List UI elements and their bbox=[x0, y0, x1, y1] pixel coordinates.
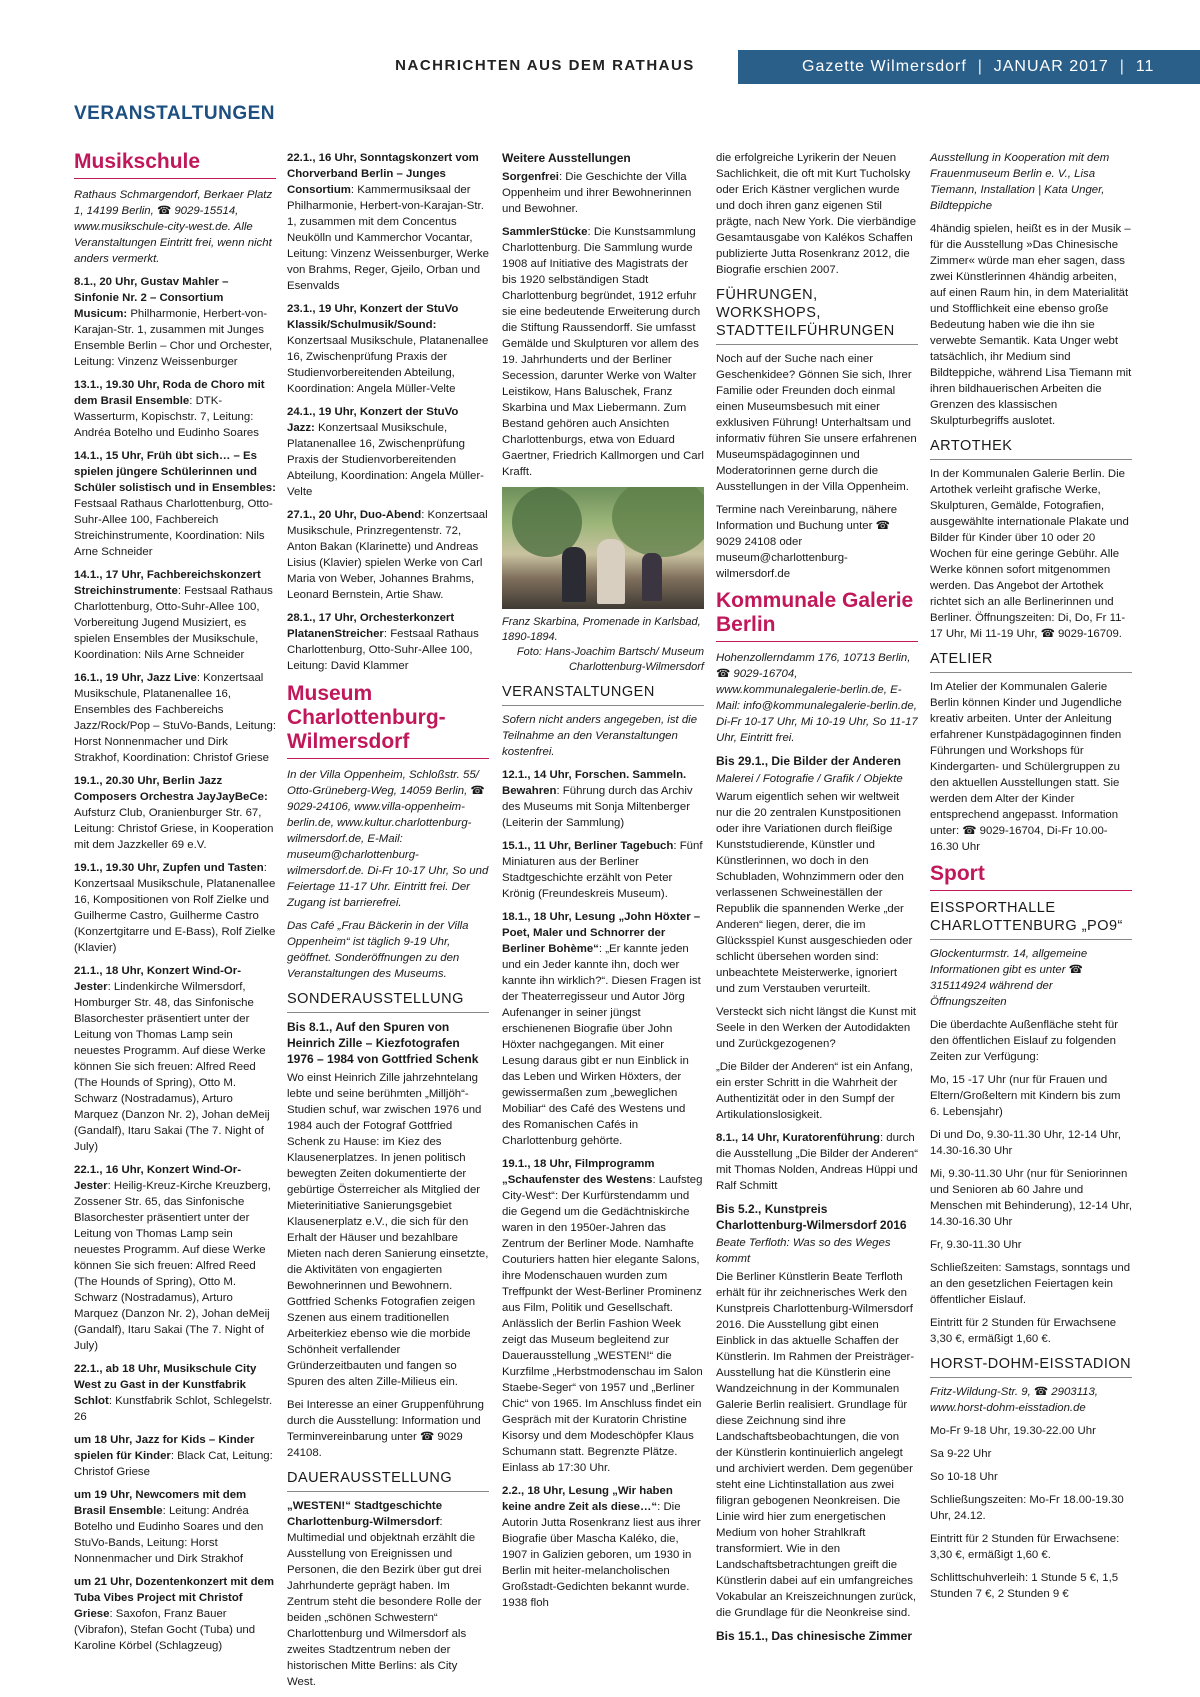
list-item bbox=[502, 224, 704, 480]
exhibition-title: Bis 5.2., Kunstpreis Charlottenburg-Wilmersdorf 2016 bbox=[716, 1202, 907, 1232]
list-item: Eintritt für 2 Stunden für Erwachsene: 3,30 €, ermäßigt 1,60 €. bbox=[930, 1533, 1120, 1561]
artothek-body: In der Kommunalen Galerie Berlin. Die Artothek verleiht grafische Werke, Skulpturen, Gemälde, Fotografien, ausgewählte internationale Plakate und Bilder für Kinder über 10 oder 20 Wochen für eine geringe Gebühr. Alle Werke können sofort mitgenommen werden. Das Angebot der Artothek richtet sich an alle Berlinerinnen und Berliner. Öffnungszeiten: Di, Do, Fr 11-17 Uhr, Mi 11-19 Uhr, bbox=[930, 468, 1129, 640]
list-item bbox=[74, 448, 276, 560]
header-bar bbox=[738, 50, 1200, 84]
group-tour-note bbox=[287, 1397, 489, 1461]
header-section: NACHRICHTEN AUS DEM RATHAUS bbox=[395, 57, 695, 74]
list-item bbox=[74, 860, 276, 956]
item-text: : Leitung: Andréa Botelho und Eudinho Soares und den StuVo-Bands, Leitung: Horst Nonnenmacher und Dirk Strakhof bbox=[74, 1505, 264, 1565]
intro-text: , www.kommunalegalerie-berlin.de, E-Mail: info@kommunalegalerie-berlin.de, Di-Fr 10-17 Uhr, Mi 10-19 Uhr, So 11-17 Uhr, Eintritt frei. bbox=[716, 668, 918, 744]
continued-text: die erfolgreiche Lyrikerin der Neuen Sachlichkeit, die oft mit Kurt Tucholsky oder Erich Kästner verglichen wurde und doch ihren ganz eigenen Stil prägte, nach New York. Die vierbändige Gesamtausgabe von Kalékos Schaffen publizierte Jutta Rosenkranz 2012, die Biografie erschien 2007. bbox=[716, 152, 917, 276]
item-text: : Festsaal Rathaus Charlottenburg, Otto-Suhr-Allee 100, Leitung: David Klammer bbox=[287, 628, 479, 672]
item-head: 24.1., 19 Uhr, Konzert der StuVo Jazz: bbox=[287, 406, 459, 434]
list-item: Mo-Fr 9-18 Uhr, 19.30-22.00 Uhr bbox=[930, 1425, 1096, 1437]
phone-icon: ☎ bbox=[1033, 1386, 1049, 1398]
item-text: : Kammermusiksaal der Philharmonie, Herbert-von-Karajan-Str. 1, zusammen mit dem Concentus Neukölln und Kammerchor Vocantar, Leitung: Vinzenz Weissenburger, Werke von Brahms, Reger, Gjeilo, Orban und Esenvalds bbox=[287, 184, 489, 292]
item-head: 12.1., 14 Uhr, Forschen. Sammeln. Bewahren bbox=[502, 769, 687, 797]
item-text: : Black Cat, Leitung: Christof Griese bbox=[74, 1450, 273, 1478]
item-text: : Kunstfabrik Schlot, Schlegelstr. 26 bbox=[74, 1395, 273, 1423]
group-text: Bei Interesse an einer Gruppenführung durch die Ausstellung: Information und Terminvereinbarung unter bbox=[287, 1399, 484, 1443]
item-head: Sorgenfrei bbox=[502, 171, 559, 183]
exhibition-text: 4händig spielen, heißt es in der Musik – für die Ausstellung »Das Chinesische Zimmer« würde man eher sagen, dass zwei Künstlerinnen 4händig arbeiten, auf einen Raum hin, in dem Materialität und Stofflichkeit eine ebenso große Bedeutung haben wie die ihn sie verwebte Semantik. Kata Unger webt tatsächlich, ihr Medium sind Bildteppiche, während Lisa Tiemann mit ihren bildhauerischen Arbeiten die Grenzen des klassischen Skulpturbegriffs auslotet. bbox=[930, 223, 1132, 427]
venue-title-museum: Museum Charlottenburg-Wilmersdorf bbox=[287, 682, 489, 759]
opening-hours-list bbox=[930, 1423, 1132, 1602]
phone-icon: ☎ bbox=[875, 520, 890, 532]
header-publication-line bbox=[802, 50, 1154, 84]
exhibition-subtitle: Beate Terfloth: Was so des Weges kommt bbox=[716, 1237, 891, 1265]
item-text: Konzertsaal Musikschule, Platanenallee 16, Zwischenprüfung Praxis der Studienvorbereitenden Abteilung, Koordination: Angela Müller-Velte bbox=[287, 335, 489, 395]
exhibition-text bbox=[716, 1130, 918, 1194]
dauer-head: „WESTEN!“ Stadtgeschichte Charlottenburg-Wilmersdorf bbox=[287, 1500, 443, 1528]
phone-icon: ☎ bbox=[156, 205, 172, 217]
subheading-dauerausstellung: DAUERAUSSTELLUNG bbox=[287, 1469, 489, 1492]
termine-note bbox=[716, 502, 918, 582]
phone-number: 315114924 bbox=[930, 980, 987, 992]
list-item bbox=[502, 169, 704, 217]
item-head: um 21 Uhr, Dozentenkonzert mit dem Tuba Vibes Project mit Christof Griese bbox=[74, 1576, 275, 1620]
venue-title-galerie: Kommunale Galerie Berlin bbox=[716, 589, 918, 642]
column-3 bbox=[502, 150, 704, 1618]
item-head: 22.1., 16 Uhr, Konzert Wind-Or-Jester bbox=[74, 1164, 241, 1192]
subheading-fuehrungen: FÜHRUNGEN, WORKSHOPS, STADTTEILFÜHRUNGEN bbox=[716, 286, 918, 345]
phone-icon: ☎ bbox=[470, 785, 485, 797]
phone-number: 2903113 bbox=[1051, 1386, 1095, 1398]
venue-title-sport: Sport bbox=[930, 862, 1132, 891]
fuehrung-text: Noch auf der Suche nach einer Geschenkidee? Gönnen Sie sich, Ihrer Familie oder Freunden doch einmal einen Museumsbesuch mit einer exklusiven Führung! Unterhaltsam und informativ führen Sie unsere erfahrenen Museumspädagoginnen und Moderatorinnen gerne durch die Ausstellungen in der Villa Oppenheim. bbox=[716, 353, 917, 493]
list-item bbox=[74, 567, 276, 663]
item-head: 21.1., 18 Uhr, Konzert Wind-Or-Jester bbox=[74, 965, 241, 993]
header-publication: Gazette Wilmersdorf bbox=[802, 58, 967, 75]
list-item bbox=[74, 773, 276, 853]
exhibition-text: Wo einst Heinrich Zille jahrzehntelang lebte und seine berühmten „Milljöh“-Studien schuf, war zwischen 1976 und 1984 auch der Fotograf Gottfried Schenk zu Hause: im Kiez des Klausenerplatzes. In jenen politisch bewegten Zeiten dokumentierte der gebürtige Österreicher als Mitglied der Mieterinitiative Sanierungsgebiet Klausenerplatz e.V., die sich für den Erhalt der Häuser und bezahlbare Mieten nach deren Sanierung einsetzte, die Aktivitäten von engagierten Bewohnerinnen und Bewohnern. Gottfried Schenks Fotografien zeigen Szenen aus einem traditionellen Arbeiterkiez ebenso wie die morbide Schönheit verfallender Gründerzeitbauten und fangen so Spuren des alten Zille-Milieus ein. bbox=[287, 1072, 489, 1388]
list-item bbox=[287, 610, 489, 674]
veranst-intro: Sofern nicht anders angegeben, ist die Teilnahme an den Veranstaltungen kostenfrei. bbox=[502, 714, 698, 758]
atelier-body: Im Atelier der Kommunalen Galerie Berlin können Kinder und Jugendliche kreativ arbeiten. Unter der Anleitung erfahrener Kunstpädagoginnen finden Führungen und Workshops für Kindergarten- und Schülergruppen zu den aktuellen Ausstellungen statt. Sie werden dem Alter der Kinder entsprechend angepasst. Information unter: bbox=[930, 681, 1122, 837]
exhibition-subtitle: Malerei / Fotografie / Grafik / Objekte bbox=[716, 773, 903, 785]
opening-hours-list bbox=[930, 1017, 1132, 1347]
phone-number: 9029-24106 bbox=[287, 801, 348, 813]
exhibition-title: Bis 29.1., Die Bilder der Anderen bbox=[716, 754, 901, 768]
list-item bbox=[74, 1574, 276, 1654]
item-head: 19.1., 18 Uhr, Filmprogramm „Schaufenster des Westens bbox=[502, 1158, 655, 1186]
venue-intro bbox=[930, 1384, 1132, 1416]
phone-icon: ☎ bbox=[1040, 628, 1055, 640]
list-item bbox=[502, 767, 704, 831]
list-item: Schließungszeiten: Mo-Fr 18.00-19.30 Uhr, 24.12. bbox=[930, 1494, 1124, 1522]
column-2 bbox=[287, 150, 489, 1697]
list-item bbox=[287, 301, 489, 397]
item-text: : Konzertsaal Musikschule, Prinzregentenstr. 72, Anton Bakan (Klarinette) und Andreas Lisius (Klavier) spielen Werke von Carl Maria von Weber, Johannes Brahms, Leonard Bernstein, Artie Shaw. bbox=[287, 509, 488, 601]
item-head: 22.1., ab 18 Uhr, Musikschule City West zu Gast in der Kunstfabrik Schlot bbox=[74, 1363, 257, 1407]
painting-image bbox=[502, 487, 704, 609]
item-head: um 18 Uhr, Jazz for Kids – Kinder spielen für Kinder bbox=[74, 1434, 255, 1462]
header-separator: | bbox=[977, 58, 983, 75]
intro-text: Rathaus Schmargendorf, Berkaer Platz 1, 14199 Berlin, bbox=[74, 189, 273, 217]
item-head: 23.1., 19 Uhr, Konzert der StuVo Klassik/Schulmusik/Sound: bbox=[287, 303, 459, 331]
exhibition-text: Warum eigentlich sehen wir weltweit nur die 20 zentralen Kunstpositionen oder ihre Variationen durch fleißige Kunststudierende, Künstler und Künstlerinnen, wo doch in den Schubladen, Wohnzimmern oder den verlassenen Schweineställen der Republik die spannenden Werke „der Anderen“ liegen, derer, die im Glücksspiel Kunst ausgeschieden oder schlicht übersehen worden sind: unbeachtete Meisterwerke, ignoriert und zum Verstauben verurteilt. bbox=[716, 791, 913, 995]
artothek-text bbox=[930, 466, 1132, 642]
phone-icon: ☎ bbox=[962, 825, 977, 837]
list-item bbox=[74, 963, 276, 1155]
intro-text: während der Öffnungszeiten bbox=[930, 980, 1053, 1008]
item-head: 19.1., 19.30 Uhr, Zupfen und Tasten bbox=[74, 862, 264, 874]
venue-intro bbox=[74, 187, 276, 267]
item-text: Philharmonie, Herbert-von-Karajan-Str. 1, zusammen mit Junges Ensemble Berlin – Chor und Orchester, Leitung: Vinzenz Weissenburger bbox=[74, 308, 273, 368]
subheading-horst-dohm: HORST-DOHM-EISSTADION bbox=[930, 1355, 1132, 1378]
list-item: Die überdachte Außenfläche steht für den öffentlichen Eislauf zu folgenden Zeiten zur Verfügung: bbox=[930, 1019, 1119, 1063]
intro-text: , www.musikschule-city-west.de. Alle Veranstaltungen Eintritt frei, wenn nicht anders vermerkt. bbox=[74, 205, 272, 265]
list-item bbox=[502, 909, 704, 1149]
event-list bbox=[287, 150, 489, 674]
item-head: 16.1., 19 Uhr, Jazz Live bbox=[74, 672, 197, 684]
item-head: SammlerStücke bbox=[502, 226, 588, 238]
item-head: 19.1., 20.30 Uhr, Berlin Jazz Composers Orchestra JayJayBeCe: bbox=[74, 775, 268, 803]
list-item: Schlittschuhverleih: 1 Stunde 5 €, 1,5 Stunden 7 €, 2 Stunden 9 € bbox=[930, 1572, 1119, 1600]
item-text: : DTK-Wasserturm, Kopischstr. 7, Leitung: Andréa Botelho und Eudinho Soares bbox=[74, 395, 259, 439]
atelier-text bbox=[930, 679, 1132, 855]
weitere-title: Weitere Ausstellungen bbox=[502, 151, 631, 165]
event-list bbox=[74, 274, 276, 1654]
subheading-eissporthalle: EISSPORTHALLE CHARLOTTENBURG „PO9“ bbox=[930, 899, 1132, 940]
phone-number: 9029 24108. bbox=[287, 1431, 463, 1459]
item-text: : Die Autorin Jutta Rosenkranz liest aus ihrer Biografie über Mascha Kaléko, die, 1907 in Galizien geboren, um 1930 in Berlin mit heiter-melancholischen Großstadt-Gedichten bekannt wurde. 1938 floh bbox=[502, 1501, 701, 1609]
item-text: : Die Geschichte der Villa Oppenheim und ihrer Bewohnerinnen und Bewohner. bbox=[502, 171, 692, 215]
list-item bbox=[287, 404, 489, 500]
list-item bbox=[287, 150, 489, 294]
item-text: Konzertsaal Musikschule, Platanenallee 16, Zwischenprüfung Praxis der Studienvorbereitenden Abteilung, Koordination: Angela Müller-Velte bbox=[287, 422, 484, 498]
exhibition-credit: Ausstellung in Kooperation mit dem Frauenmuseum Berlin e. V., Lisa Tiemann, Installation | Kata Unger, Bildteppiche bbox=[930, 152, 1110, 212]
subheading-atelier: ATELIER bbox=[930, 650, 1132, 673]
intro-text: Fritz-Wildung-Str. 9, bbox=[930, 1386, 1034, 1398]
subheading-veranstaltungen: VERANSTALTUNGEN bbox=[502, 683, 704, 706]
photo-credit: Foto: Hans-Joachim Bartsch/ Museum Charlottenburg-Wilmersdorf bbox=[516, 646, 704, 673]
cafe-note: Das Café „Frau Bäckerin in der Villa Oppenheim“ ist täglich 9-19 Uhr, geöffnet. Sonderöffnungen zu den Veranstaltungen des Museums. bbox=[287, 920, 469, 980]
item-text: Aufsturz Club, Oranienburger Str. 67, Leitung: Christof Griese, in Kooperation mit dem Jazzkeller 69 e.V. bbox=[74, 807, 274, 851]
exhibition-text: Versteckt sich nicht längst die Kunst mit Seele in den Werken der Autodidakten und Zurückgezogenen? bbox=[716, 1006, 917, 1050]
list-item: Schließzeiten: Samstags, sonntags und an den gesetzlichen Feiertagen kein öffentlicher Eislauf. bbox=[930, 1262, 1131, 1306]
item-head: 27.1., 20 Uhr, Duo-Abend bbox=[287, 509, 422, 521]
phone-number: 9029-16704 bbox=[733, 668, 795, 680]
item-head: 15.1., 11 Uhr, Berliner Tagebuch bbox=[502, 840, 674, 852]
list-item: Di und Do, 9.30-11.30 Uhr, 12-14 Uhr, 14.30-16.30 Uhr bbox=[930, 1129, 1122, 1157]
phone-number: 9029-15514 bbox=[174, 205, 236, 217]
item-head: 14.1., 15 Uhr, Früh übt sich… – Es spielen jüngere Schülerinnen und Schüler solistisch und in Ensembles: bbox=[74, 450, 276, 494]
item-head: 13.1., 19.30 Uhr, Roda de Choro mit dem Brasil Ensemble bbox=[74, 379, 265, 407]
list-item bbox=[74, 274, 276, 370]
list-item: Eintritt für 2 Stunden für Erwachsene 3,30 €, ermäßigt 1,60 €. bbox=[930, 1317, 1117, 1345]
list-item bbox=[74, 670, 276, 766]
column-5 bbox=[930, 150, 1132, 1609]
venue-intro bbox=[716, 650, 918, 746]
page-number: 11 bbox=[1135, 58, 1155, 75]
item-text: : „Er kannte jeden und ein Jeder kannte ihn, doch wer kannte ihn wirklich?“. Diesen Fragen ist der Theaterregisseur und Autor Jörg Aufenanger in seiner jüngst erschienenen Biografie über John Höxter nachgegangen. Mit einer Lesung daraus gibt er nun Einblick in das Leben und Wirken Höxters, der gewissermaßen zum „beweglichen Mobiliar“ des Café des Westens und des Romanischen Cafés in Charlottenburg gehörte. bbox=[502, 943, 701, 1147]
list-item bbox=[74, 1432, 276, 1480]
list-item bbox=[74, 1361, 276, 1425]
phone-icon: ☎ bbox=[716, 668, 731, 680]
item-text: : Festsaal Rathaus Charlottenburg, Otto-Suhr-Allee 100, Vorbereitung Jugend Musiziert, es spielen Ensembles der Musikschule, Koordination: Nils Arne Schneider bbox=[74, 585, 273, 661]
list-item: Mi, 9.30-11.30 Uhr (nur für Seniorinnen und Senioren ab 60 Jahre und Menschen mit Behinderung), 12-14 Uhr, 14.30-16.30 Uhr bbox=[930, 1168, 1132, 1228]
exhibition-title: Bis 15.1., Das chinesische Zimmer bbox=[716, 1629, 913, 1643]
list-item bbox=[287, 507, 489, 603]
subheading-sonderausstellung: SONDERAUSSTELLUNG bbox=[287, 990, 489, 1013]
exhibition-title: Bis 8.1., Auf den Spuren von Heinrich Zille – Kiezfotografen 1976 – 1984 von Gottfried Schenk bbox=[287, 1020, 479, 1066]
subheading-artothek: ARTOTHEK bbox=[930, 437, 1132, 460]
dauer-body: : Multimedial und objektnah erzählt die Ausstellung von Ereignissen und Personen, die den Bezirk über gut drei Jahrhunderte geprägt haben. Im Zentrum steht die besondere Rolle der beiden „schönen Schwestern“ Charlottenburg und Wilmersdorf als zweites Stadtzentrum neben der historischen Mitte Berlins: als City West. bbox=[287, 1516, 482, 1688]
termine-text: Termine nach Vereinbarung, nähere Information und Buchung unter bbox=[716, 504, 898, 532]
item-head: um 19 Uhr, Newcomers mit dem Brasil Ensemble bbox=[74, 1489, 247, 1517]
list-item: So 10-18 Uhr bbox=[930, 1471, 998, 1483]
item-head: 2.2., 18 Uhr, Lesung „Wir haben keine andre Zeit als diese…“ bbox=[502, 1485, 673, 1513]
list-item: Sa 9-22 Uhr bbox=[930, 1448, 992, 1460]
event-body: : durch die Ausstellung „Die Bilder der Anderen“ mit Thomas Nolden, Andreas Hüppi und Ralf Schmitt bbox=[716, 1132, 918, 1192]
item-text: : Konzertsaal Musikschule, Platanenallee 16, Ensembles des Fachbereichs Jazz/Rock/Pop – StuVo-Bands, Leitung: Horst Nonnenmacher und Dirk Strakhof, Koordination: Christof Griese bbox=[74, 672, 276, 764]
list-item: Mo, 15 -17 Uhr (nur für Frauen und Eltern/Großeltern mit Kindern bis zum 6. Lebensjahr) bbox=[930, 1074, 1121, 1118]
item-text: : Konzertsaal Musikschule, Platanenallee 16, Kompositionen von Rolf Zielke und Guilherme Castro, Guilherme Castro (Konzertgitarre und E-Bass), Rolf Zielke (Klavier) bbox=[74, 862, 276, 954]
exhibition-list bbox=[502, 169, 704, 480]
list-item bbox=[74, 1487, 276, 1567]
exhibition-text: Die Berliner Künstlerin Beate Terfloth erhält für ihr zeichnerisches Werk den Kunstpreis Charlottenburg-Wilmersdorf 2016. Die Ausstellung gibt einen Einblick in das aktuelle Schaffen der Künstlerin. Im Rahmen der Preisträger-Ausstellung hat die Künstlerin eine Wandzeichnung in der Kommunalen Galerie Berlin realisiert. Grundlage für diese Zeichnung sind ihre Landschaftsbeobachtungen, die von der Künstlerin kontinuierlich angelegt und archiviert werden. Dem gegenüber steht eine Lichtinstallation aus zwei filigran gebogenen Neonkreisen. Die Linie wird hier zum energetischen Medium von hoher Strahlkraft transformiert. Wie in den Landschaftsbetrachtungen greift die Künstlerin dabei auf ein umfangreiches Vokabular an Kreiszeichnungen zurück, die Grundlage für die Neonkreise sind. bbox=[716, 1271, 917, 1619]
item-text: : Führung durch das Archiv des Museums mit Sonja Miltenberger (Leiterin der Sammlung) bbox=[502, 785, 693, 829]
item-text: Festsaal Rathaus Charlottenburg, Otto-Suhr-Allee 100, Fachbereich Streichinstrumente, Koordination: Nils Arne Schneider bbox=[74, 498, 273, 558]
intro-text: In der Villa Oppenheim, Schloßstr. 55/ Otto-Grüneberg-Weg, 14059 Berlin, bbox=[287, 769, 479, 797]
item-text: : Lindenkirche Wilmersdorf, Homburger Str. 48, das Sinfonische Blasorchester präsentiert unter der Leitung von Thomas Lamp sein neuestes Programm. Auf diese Werke können Sie sich freuen: Alfred Reed (The Hounds of Spring), Otto M. Schwarz (Nostradamus), Arturo Marquez (Danzon Nr. 2), Johan deMeij (Gandalf), Itaru Sakai (The 7. Night of July) bbox=[74, 981, 270, 1153]
phone-number: 9029 24108 oder museum@charlottenburg-wilmersdorf.de bbox=[716, 536, 848, 580]
item-text: : Die Kunstsammlung Charlottenburg. Die Sammlung wurde 1908 auf Initiative des Magistrats der bis 1920 selbständigen Stadt Charlottenburg begründet, 1912 erfuhr sie eine bedeutende Erweiterung durch die Stiftung Raussendorff. Sie umfasst Gemälde und Skulpturen vor allem des 19. Jahrhunderts und der Berliner Secession, darunter Werke von Walter Leistikow, Hans Baluschek, Franz Skarbina und Max Liebermann. Zum Bestand gehören auch Ansichten Charlottenburgs, etwa von Eduard Gaertner, Friedrich Kallmorgen und Carl Krafft. bbox=[502, 226, 704, 478]
list-item: Fr, 9.30-11.30 Uhr bbox=[930, 1239, 1022, 1251]
phone-icon: ☎ bbox=[419, 1431, 435, 1443]
list-item bbox=[74, 377, 276, 441]
section-title: VERANSTALTUNGEN bbox=[74, 103, 276, 124]
list-item bbox=[502, 1156, 704, 1476]
caption-text: Franz Skarbina, Promenade in Karlsbad, 1890-1894. bbox=[502, 616, 701, 643]
venue-title-musikschule: Musikschule bbox=[74, 150, 276, 179]
item-head: 8.1., 20 Uhr, Gustav Mahler – Sinfonie Nr. 2 – Consortium Musicum: bbox=[74, 276, 229, 320]
phone-number: 9029-16704, Di-Fr 10.00-16.30 Uhr bbox=[930, 825, 1108, 853]
item-text: : Laufsteg City-West“: Der Kurfürstendamm und die Gegend um die Gedächtniskirche waren in den 1950er-Jahren das Zentrum der Berliner Mode. Namhafte Couturiers hatten hier elegante Salons, ihre Modenschauen wurden zum Treffpunkt der West-Berliner Prominenz aus Film, Politik und Gesellschaft. Anlässlich der Berlin Fashion Week zeigt das Museum begleitend zur Dauerausstellung „WESTEN!“ die Kurzfilme „Herbstmodenschau im Salon Staebe-Seger“ von 1957 und „Berliner Chic“ von 1965. Im Anschluss findet ein Gespräch mit der Kuratorin Christine Kisorsy und dem Modeschöpfer Klaus Schumann statt. Begrenzte Plätze. Einlass ab 17:30 Uhr. bbox=[502, 1174, 703, 1474]
item-text: : Heilig-Kreuz-Kirche Kreuzberg, Zossener Str. 65, das Sinfonische Blasorchester präsentiert unter der Leitung von Thomas Lamp sein neuestes Programm. Auf diese Werke können Sie sich freuen: Alfred Reed (The Hounds of Spring), Otto M. Schwarz (Nostradamus), Arturo Marquez (Danzon Nr. 2), Johan deMeij (Gandalf), Itaru Sakai (The 7. Night of July) bbox=[74, 1180, 271, 1352]
venue-intro bbox=[930, 946, 1132, 1010]
intro-text: , www.villa-oppenheim-berlin.de, www.kultur.charlottenburg-wilmersdorf.de, E-Mail: museum@charlottenburg-wilmersdorf.de. Di-Fr 10-17 Uhr, So und Feiertage 11-17 Uhr. Eintritt frei. Der Zugang ist barrierefrei. bbox=[287, 801, 489, 909]
intro-text: , www.horst-dohm-eisstadion.de bbox=[930, 1386, 1098, 1414]
intro-text: Hohenzollerndamm 176, 10713 Berlin, bbox=[716, 652, 911, 664]
item-head: 22.1., 16 Uhr, Sonntagskonzert vom Chorverband Berlin – Junges Consortium bbox=[287, 152, 479, 196]
header-separator: | bbox=[1119, 58, 1125, 75]
list-item bbox=[502, 838, 704, 902]
list-item bbox=[502, 1483, 704, 1611]
column-4 bbox=[716, 150, 918, 1651]
image-caption bbox=[502, 615, 704, 675]
item-text: : Fünf Miniaturen aus der Berliner Stadtgeschichte erzählt von Peter Krönig (Freundeskreis Museum). bbox=[502, 840, 703, 900]
item-text: : Saxofon, Franz Bauer (Vibrafon), Stefan Gocht (Tuba) und Karoline Körbel (Schlagzeug) bbox=[74, 1608, 256, 1652]
exhibition-text: „Die Bilder der Anderen“ ist ein Anfang, ein erster Schritt in die Wahrheit der Authentizität oder in den Sumpf der Artikulationslosigkeit. bbox=[716, 1061, 913, 1121]
event-list bbox=[502, 767, 704, 1611]
venue-intro bbox=[287, 767, 489, 911]
header-issue: JANUAR 2017 bbox=[993, 58, 1109, 75]
phone-icon: ☎ bbox=[1068, 964, 1083, 976]
event-head: 8.1., 14 Uhr, Kuratorenführung bbox=[716, 1132, 880, 1144]
list-item bbox=[74, 1162, 276, 1354]
column-1 bbox=[74, 150, 276, 1661]
phone-number: 9029-16709. bbox=[1057, 628, 1122, 640]
intro-text: Glockenturmstr. 14, allgemeine Informationen gibt es unter bbox=[930, 948, 1088, 976]
item-head: 28.1., 17 Uhr, Orchesterkonzert PlatanenStreicher bbox=[287, 612, 455, 640]
item-head: 18.1., 18 Uhr, Lesung „John Höxter – Poet, Maler und Schnorrer der Berliner Bohème“ bbox=[502, 911, 701, 955]
item-head: 14.1., 17 Uhr, Fachbereichskonzert Streichinstrumente bbox=[74, 569, 261, 597]
dauer-text bbox=[287, 1498, 489, 1690]
